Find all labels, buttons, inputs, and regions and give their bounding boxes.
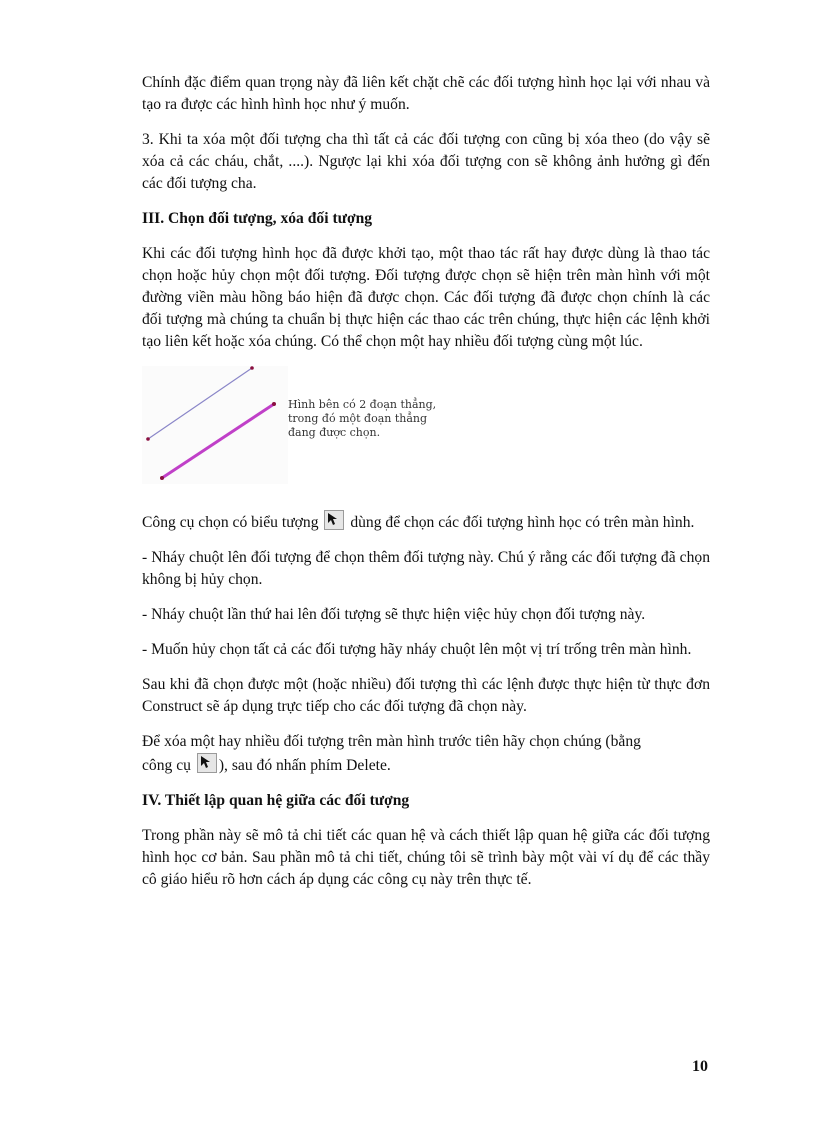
paragraph-deletion-rule: 3. Khi ta xóa một đối tượng cha thì tất cả các đối tượng con cũng bị xóa theo (do vậy sẽ xóa cả các cháu, chắt, ....). Ngược lại khi xóa đối tượng con sẽ không ảnh hưởng gì đến các đối tượng cha. — [142, 131, 710, 192]
figure-background — [142, 366, 288, 484]
page-number: 10 — [692, 1058, 708, 1075]
paragraph-relations-intro: Trong phần này sẽ mô tả chi tiết các quan hệ và cách thiết lập quan hệ giữa các đối tượng hình học cơ bản. Sau phần mô tả chi tiết, chúng tôi sẽ trình bày một vài ví dụ để các thầy cô giáo hiểu rõ hơn cách áp dụng các công cụ này trên thực tế. — [142, 827, 710, 888]
text-span: Công cụ chọn có biểu tượng — [142, 514, 319, 531]
paragraph-click-select: - Nháy chuột lên đối tượng để chọn thêm đối tượng này. Chú ý rằng các đối tượng đã chọn không bị hủy chọn. — [142, 549, 710, 588]
segment-endpoint — [146, 437, 150, 441]
text-span: công cụ — [142, 757, 191, 774]
paragraph-intro: Chính đặc điểm quan trọng này đã liên kết chặt chẽ các đối tượng hình học lại với nhau và tạo ra được các hình hình học như ý muốn. — [142, 74, 710, 113]
section-heading-select-delete: III. Chọn đối tượng, xóa đối tượng — [142, 210, 373, 227]
text-span: ), sau đó nhấn phím Delete. — [218, 757, 391, 774]
document-page — [142, 72, 710, 904]
caption-line: trong đó một đoạn thẳng — [288, 412, 428, 425]
segments-illustration — [142, 366, 288, 484]
text-span: Để xóa một hay nhiều đối tượng trên màn hình trước tiên hãy chọn chúng (bằng — [142, 733, 641, 750]
paragraph-deselect-all: - Muốn hủy chọn tất cả các đối tượng hãy nháy chuột lên một vị trí trống trên màn hình. — [142, 641, 692, 658]
paragraph-selection-intro: Khi các đối tượng hình học đã được khởi tạo, một thao tác rất hay được dùng là thao tác chọn hoặc hủy chọn một đối tượng. Đối tượng được chọn sẽ hiện trên màn hình với một đường viền màu hồng báo hiện đã được chọn. Các đối tượng đã được chọn chính là các đối tượng mà chúng ta chuẩn bị thực hiện các thao các trên chúng, thực hiện các lệnh khởi tạo liên kết hoặc xóa chúng. Có thể chọn một hay nhiều đối tượng cùng một lúc. — [142, 245, 710, 350]
segment-endpoint — [160, 476, 164, 480]
paragraph-construct-menu: Sau khi đã chọn được một (hoặc nhiều) đối tượng thì các lệnh được thực hiện từ thực đơn Construct sẽ áp dụng trực tiếp cho các đối tượng đã chọn này. — [142, 676, 710, 715]
paragraph-select-tool — [142, 510, 710, 534]
paragraph-click-deselect: - Nháy chuột lần thứ hai lên đối tượng sẽ thực hiện việc hủy chọn đối tượng này. — [142, 606, 646, 623]
caption-line: Hình bên có 2 đoạn thẳng, — [288, 398, 437, 411]
arrow-pointer-icon — [324, 510, 344, 530]
segment-endpoint — [250, 366, 254, 370]
segment-endpoint — [272, 402, 276, 406]
section-heading-relations: IV. Thiết lập quan hệ giữa các đối tượng — [142, 792, 410, 809]
segments-figure — [142, 366, 710, 484]
arrow-pointer-icon — [197, 753, 217, 773]
figure-caption — [288, 398, 458, 440]
text-span: dùng để chọn các đối tượng hình học có trên màn hình. — [350, 514, 695, 531]
paragraph-delete-objects — [142, 731, 710, 777]
caption-line: đang được chọn. — [288, 426, 381, 439]
